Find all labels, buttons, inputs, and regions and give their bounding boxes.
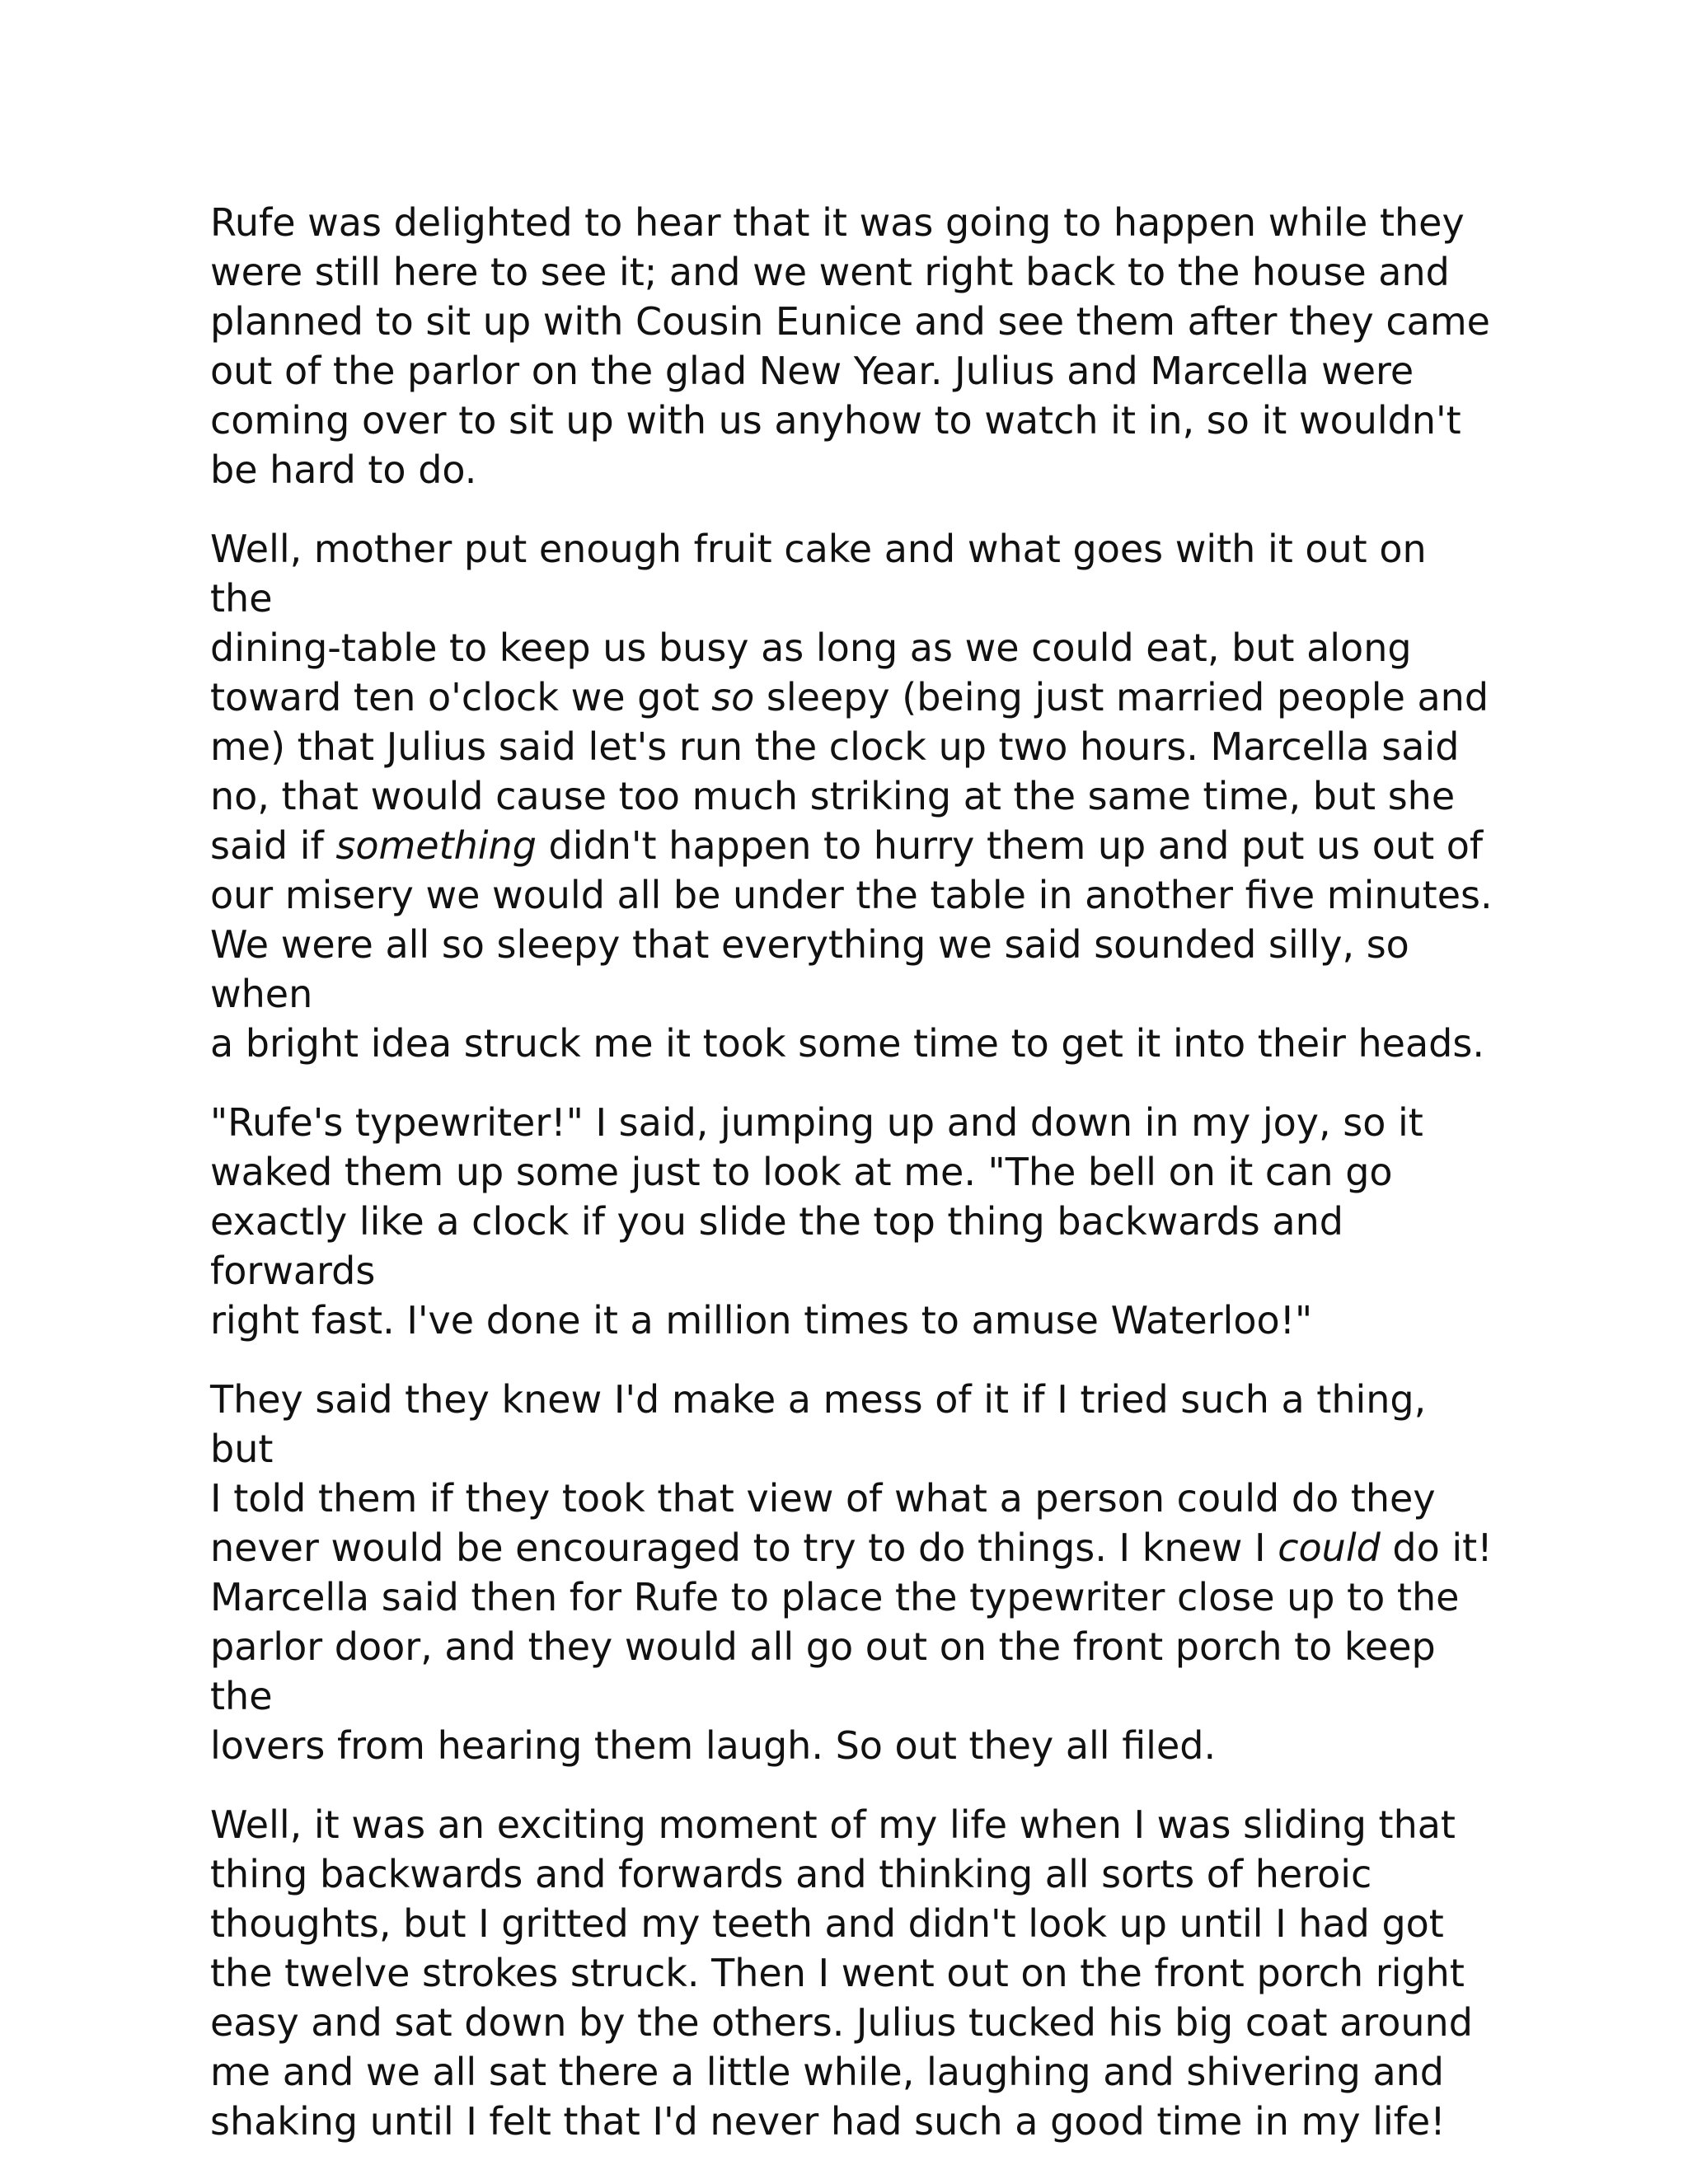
paragraph-text: sleepy (being just married people and me) that Julius said let's run the clock up two hours. Marcella said no, that would cause too much striking at the same time, but she said if — [210, 675, 1489, 868]
paragraph-text: "Rufe's typewriter!" I said, jumping up and down in my joy, so it waked them up some just to look at me. "The bell on it can go exactly like a clock if you slide the top thing backwards and forwards right fast. I've done it a million times to amuse Waterloo!" — [210, 1100, 1423, 1343]
paragraph-4 — [210, 1375, 1496, 1770]
paragraph-1 — [210, 198, 1496, 494]
paragraph-text: Rufe was delighted to hear that it was going to happen while they were still here to see it; and we went right back to the house and planned to sit up with Cousin Eunice and see them after they came out of the parlor on the glad New Year. Julius and Marcella were coming over to sit up with us anyhow to watch it in, so it wouldn't be hard to do. — [210, 200, 1490, 492]
paragraph-text: do it! Marcella said then for Rufe to place the typewriter close up to the parlor door, and they would all go out on the front porch to keep the lovers from hearing them laugh. So out they all filed. — [210, 1526, 1493, 1768]
paragraph-2 — [210, 524, 1496, 1068]
paragraph-text: Well, it was an exciting moment of my life when I was sliding that thing backwards and forwards and thinking all sorts of heroic thoughts, but I gritted my teeth and didn't look up until I had got the twelve strokes struck. Then I went out on the front porch right easy and sat down by the others. Julius tucked his big coat around me and we all sat there a little while, laughing and shivering and shaking until I felt that I'd never had such a good time in my life! — [210, 1802, 1473, 2144]
emphasis-text: so — [711, 675, 755, 719]
emphasis-text: something — [335, 823, 537, 868]
emphasis-text: could — [1278, 1526, 1381, 1570]
paragraph-text: didn't happen to hurry them up and put us out of our misery we would all be under the table in another five minutes. We were all so sleepy that everything we said sounded silly, so when a bright idea struck me it took some time to get it into their heads. — [210, 823, 1493, 1066]
paragraph-text: Well, mother put enough fruit cake and what goes with it out on the dining-table to keep us busy as long as we could eat, but along toward ten o'clock we got — [210, 527, 1427, 719]
paragraph-5 — [210, 1800, 1496, 2146]
paragraph-text: They said they knew I'd make a mess of it if I tried such a thing, but I told them if they took that view of what a person could do they never would be encouraged to try to do things. I knew I — [210, 1377, 1436, 1570]
document-body — [210, 198, 1496, 2176]
paragraph-3 — [210, 1098, 1496, 1345]
